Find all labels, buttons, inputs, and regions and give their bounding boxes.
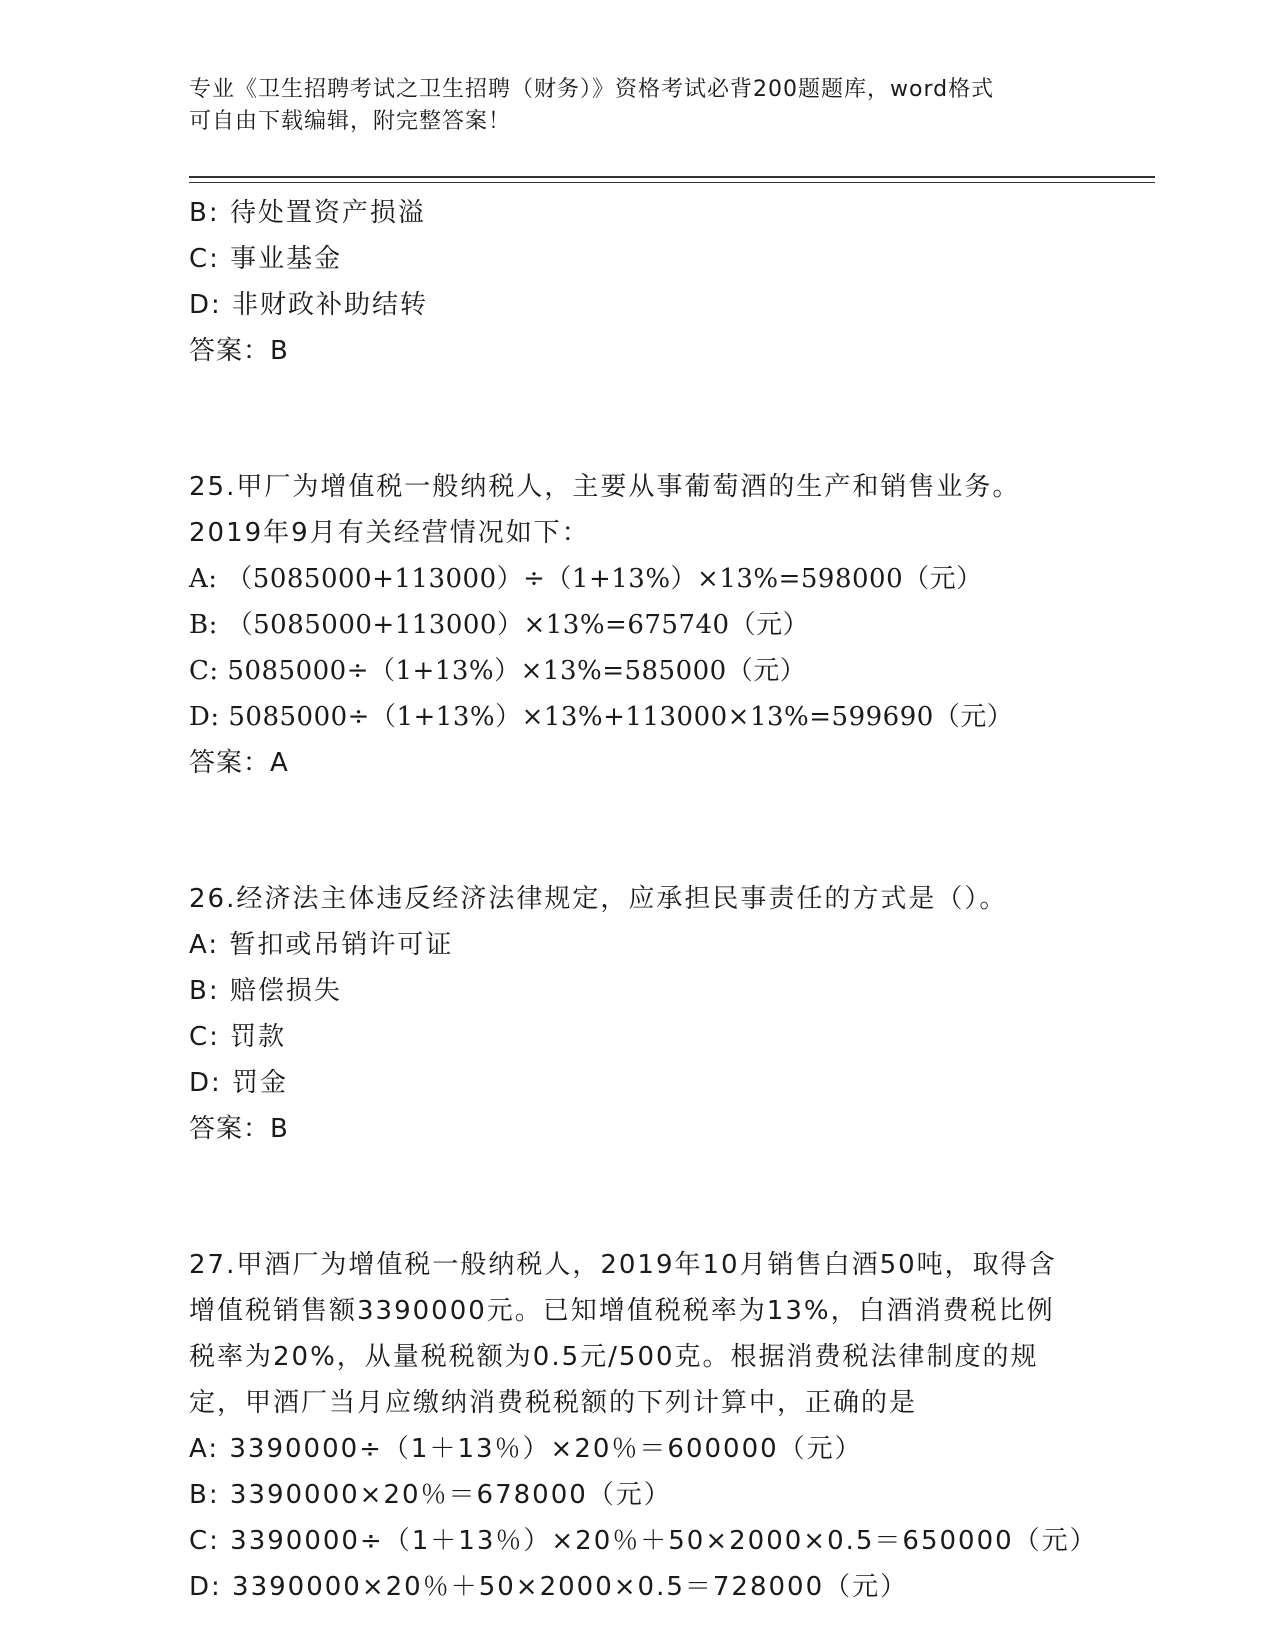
option-c: C: 罚款 [189,1022,287,1052]
question-stem-line: 税率为20%，从量税税额为0.5元/500克。根据消费税法律制度的规 [189,1342,1039,1372]
answer: 答案：B [189,1114,289,1144]
question-list [189,190,1098,1610]
question-stem-line: 增值税销售额3390000元。已知增值税税率为13%，白酒消费税比例 [189,1296,1055,1326]
question-27 [189,1242,1098,1610]
option-b: B: （5085000+113000）×13%=675740（元） [189,610,810,640]
document-header [189,74,1069,138]
option-c: C: 3390000÷（1＋13％）×20％＋50×2000×0.5＝650000（元） [189,1526,1098,1556]
header-line-2: 可自由下载编辑，附完整答案！ [189,109,512,134]
question-stem-line: 27.甲酒厂为增值税一般纳税人，2019年10月销售白酒50吨，取得含 [189,1250,1057,1280]
option-d: D: 罚金 [189,1068,289,1098]
option-b: B: 待处置资产损溢 [189,198,426,228]
option-c: C: 5085000÷（1+13%）×13%=585000（元） [189,656,807,686]
option-a: A: （5085000+113000）÷（1+13%）×13%=598000（元） [189,564,983,594]
header-divider-thin [189,182,1155,183]
option-b: B: 3390000×20％＝678000（元） [189,1480,672,1510]
header-divider-thick [189,176,1155,178]
option-d: D: 3390000×20％＋50×2000×0.5＝728000（元） [189,1572,909,1602]
answer: 答案：A [189,748,289,778]
question-25 [189,464,1089,786]
option-c: C: 事业基金 [189,244,343,274]
header-line-1: 专业《卫生招聘考试之卫生招聘（财务）》资格考试必背200题题库，word格式 [189,77,995,102]
option-b: B: 赔偿损失 [189,976,342,1006]
question-stem-line: 定，甲酒厂当月应缴纳消费税税额的下列计算中，正确的是 [189,1388,918,1418]
option-a: A: 暂扣或吊销许可证 [189,930,454,960]
question-26 [189,876,1089,1152]
question-stem-line: 25.甲厂为增值税一般纳税人，主要从事葡萄酒的生产和销售业务。 [189,472,1021,502]
option-d: D: 非财政补助结转 [189,290,429,320]
question-24-tail [189,190,1089,374]
option-d: D: 5085000÷（1+13%）×13%+113000×13%=599690（元） [189,702,1014,732]
answer: 答案：B [189,336,289,366]
question-stem-line: 2019年9月有关经营情况如下： [189,518,590,548]
option-a: A: 3390000÷（1＋13％）×20％＝600000（元） [189,1434,863,1464]
question-stem-line: 26.经济法主体违反经济法律规定，应承担民事责任的方式是（）。 [189,884,1008,914]
